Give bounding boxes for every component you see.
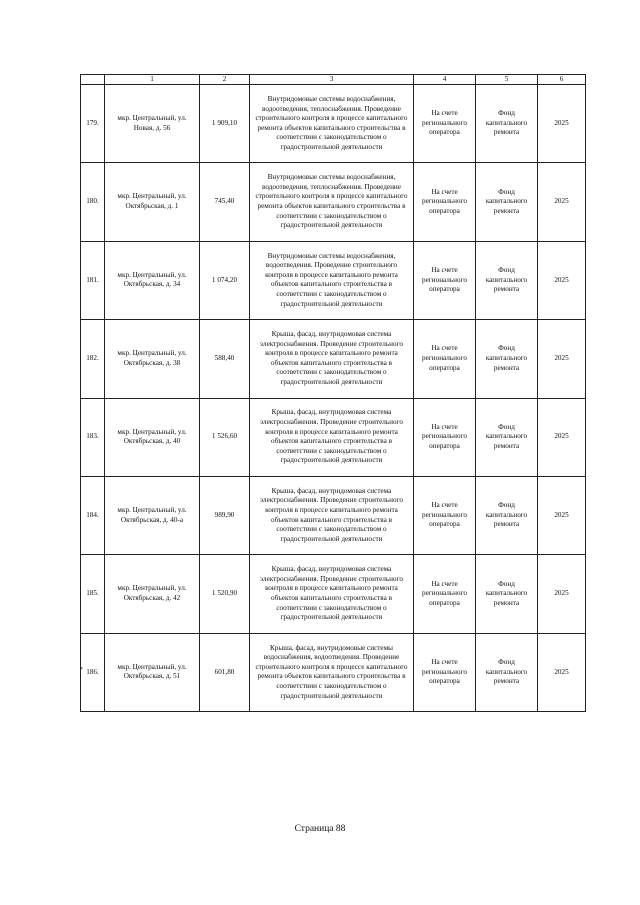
address-cell: мкр. Центральный, ул. Октябрьская, д. 40 (105, 398, 200, 476)
table-row (81, 476, 586, 554)
table-row (81, 633, 586, 711)
account-cell: На счете регионального оператора (414, 633, 476, 711)
year-cell: 2025 (538, 320, 586, 398)
row-number: 184. (81, 476, 105, 554)
column-number-row (81, 75, 586, 85)
address-cell: мкр. Центральный, ул. Октябрьская, д. 42 (105, 555, 200, 633)
area-cell: 1 526,60 (200, 398, 250, 476)
works-cell: Внутридомовые системы водоснабжения, водоотведения. Проведение строительного контроля в процессе капитального ремонта объектов капитального строительства в соответствии с законодательством о градостроительной деятельности (250, 241, 414, 319)
column-header-0 (81, 75, 105, 85)
row-number-text: 186. (86, 667, 99, 676)
works-cell: Крыша, фасад, внутридомовая система электроснабжения. Проведение строительного контроля в процессе капитального ремонта объектов капитального строительства в соответствии с законодательством о градостроительной деятельности (250, 476, 414, 554)
row-number: 185. (81, 555, 105, 633)
repair-program-table (80, 74, 586, 712)
area-cell: 1 074,20 (200, 241, 250, 319)
year-cell: 2025 (538, 241, 586, 319)
area-cell: 1 520,90 (200, 555, 250, 633)
row-number: 183. (81, 398, 105, 476)
funding-source-cell: Фонд капитального ремонта (476, 555, 538, 633)
address-cell: мкр. Центральный, ул. Октябрьская, д. 1 (105, 163, 200, 241)
account-cell: На счете регионального оператора (414, 398, 476, 476)
table-body (81, 85, 586, 712)
funding-source-cell: Фонд капитального ремонта (476, 633, 538, 711)
year-cell: 2025 (538, 476, 586, 554)
account-cell: На счете регионального оператора (414, 555, 476, 633)
row-number: 182. (81, 320, 105, 398)
funding-source-cell: Фонд капитального ремонта (476, 398, 538, 476)
works-cell: Внутридомовые системы водоснабжения, водоотведения, теплоснабжения. Проведение строительного контроля в процессе капитального ремонта объектов капитального строительства в соответствии с законодательством о градостроительной деятельности (250, 85, 414, 163)
column-header-6: 6 (538, 75, 586, 85)
works-cell: Внутридомовые системы водоснабжения, водоотведения, теплоснабжения. Проведение строительного контроля в процессе капитального ремонта объектов капитального строительства в соответствии с законодательством о градостроительной деятельности (250, 163, 414, 241)
funding-source-cell: Фонд капитального ремонта (476, 163, 538, 241)
column-header-3: 3 (250, 75, 414, 85)
year-cell: 2025 (538, 633, 586, 711)
row-number: 180. (81, 163, 105, 241)
funding-source-cell: Фонд капитального ремонта (476, 476, 538, 554)
table-row (81, 163, 586, 241)
table-row (81, 85, 586, 163)
area-cell: 1 909,10 (200, 85, 250, 163)
year-cell: 2025 (538, 398, 586, 476)
address-cell: мкр. Центральный, ул. Октябрьская, д. 40-а (105, 476, 200, 554)
works-cell: Крыша, фасад, внутридомовая система электроснабжения. Проведение строительного контроля в процессе капитального ремонта объектов капитального строительства в соответствии с законодательством о градостроительной деятельности (250, 398, 414, 476)
address-cell: мкр. Центральный, ул. Октябрьская, д. 34 (105, 241, 200, 319)
works-cell: Крыша, фасад, внутридомовая система электроснабжения. Проведение строительного контроля в процессе капитального ремонта объектов капитального строительства в соответствии с законодательством о градостроительной деятельности (250, 320, 414, 398)
table-row (81, 555, 586, 633)
account-cell: На счете регионального оператора (414, 320, 476, 398)
address-cell: мкр. Центральный, ул. Октябрьская, д. 38 (105, 320, 200, 398)
account-cell: На счете регионального оператора (414, 163, 476, 241)
address-cell: мкр. Центральный, ул. Новая, д. 56 (105, 85, 200, 163)
area-cell: 745,40 (200, 163, 250, 241)
area-cell: 989,90 (200, 476, 250, 554)
page-number: Страница 88 (294, 824, 346, 834)
funding-source-cell: Фонд капитального ремонта (476, 241, 538, 319)
address-cell: мкр. Центральный, ул. Октябрьская, д. 51 (105, 633, 200, 711)
asterisk-mark: * (80, 666, 83, 673)
year-cell: 2025 (538, 163, 586, 241)
row-number (81, 633, 105, 711)
row-number: 179. (81, 85, 105, 163)
table-row (81, 320, 586, 398)
works-cell: Крыша, фасад, внутридомовые системы водоснабжения, водоотведения. Проведение строительного контроля в процессе капитального ремонта объектов капитального строительства в соответствии с законодательством о градостроительной деятельности (250, 633, 414, 711)
funding-source-cell: Фонд капитального ремонта (476, 320, 538, 398)
table-row (81, 241, 586, 319)
area-cell: 588,40 (200, 320, 250, 398)
row-number-wrap (80, 666, 102, 678)
column-header-5: 5 (476, 75, 538, 85)
account-cell: На счете регионального оператора (414, 85, 476, 163)
row-number: 181. (81, 241, 105, 319)
account-cell: На счете регионального оператора (414, 241, 476, 319)
year-cell: 2025 (538, 555, 586, 633)
account-cell: На счете регионального оператора (414, 476, 476, 554)
area-cell: 601,80 (200, 633, 250, 711)
table-row (81, 398, 586, 476)
year-cell: 2025 (538, 85, 586, 163)
column-header-1: 1 (105, 75, 200, 85)
column-header-4: 4 (414, 75, 476, 85)
funding-source-cell: Фонд капитального ремонта (476, 85, 538, 163)
works-cell: Крыша, фасад, внутридомовая система электроснабжения. Проведение строительного контроля в процессе капитального ремонта объектов капитального строительства в соответствии с законодательством о градостроительной деятельности (250, 555, 414, 633)
column-header-2: 2 (200, 75, 250, 85)
